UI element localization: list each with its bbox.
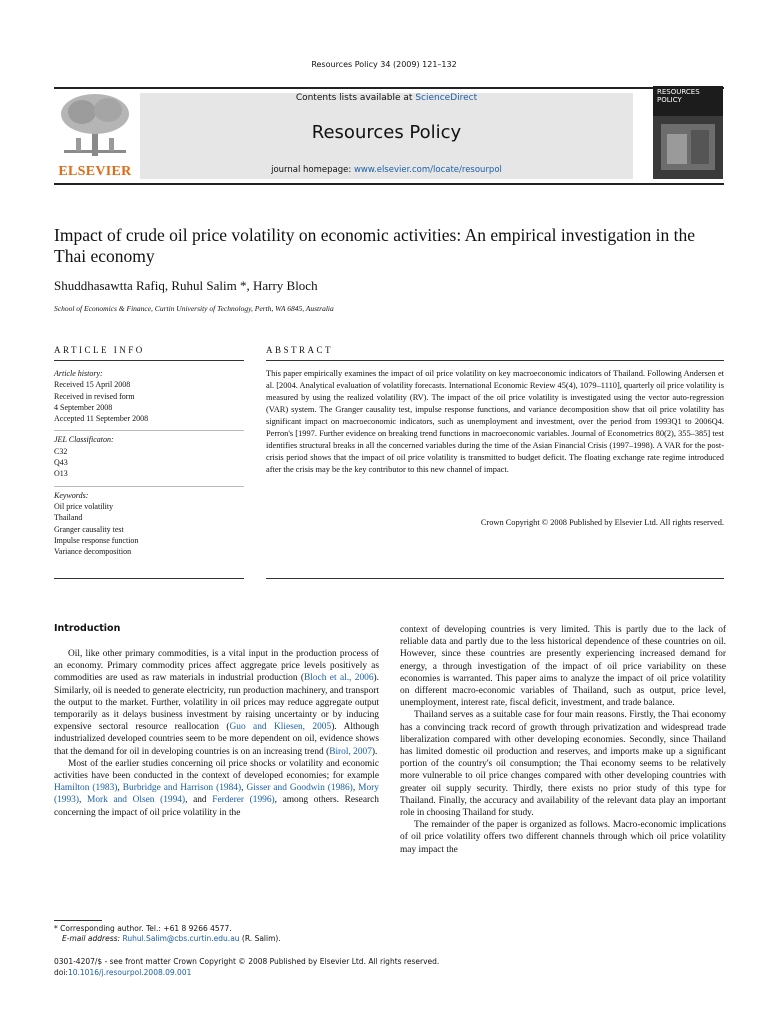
- journal-name: Resources Policy: [311, 122, 462, 143]
- jel-label: JEL Classificaton:: [54, 435, 114, 445]
- jel-code: C32: [54, 446, 68, 456]
- header-bottom-rule: [54, 183, 724, 185]
- body-text: ).: [371, 746, 378, 757]
- abstract-text: This paper empirically examines the impact of oil price volatility on key macroeconomic indicators of Thailand. Following Andersen et al. [2004. Analytical evaluation of volatility forecasts. International Economic Review 45(4), 1079–1110], quarterly oil price volatility is measured by using the realized volatility (RV). The impact of the oil price volatility is investigated using the vector auto-regression (VAR) system. The Granger causality test, impulse response functions, and variance decomposition show that oil price volatility has significant impact on macroeconomic indicators, such as unemployment and investment, over the period from 1993Q1 to 2006Q4. Perron's [1997. Further evidence on breaking trend functions in macroeconomic variables. Journal of Econometrics 80(2), 355–385] test identifies structural breaks in all the concerned variables during the time of the Asian Financial Crisis (1997–1998). A VAR for the post-crisis period shows that the impact of oil price volatility is transmitted to budget deficit. The floating exchange rate regime introduced after the crisis may be the key contributor to this new channel of impact.: [266, 369, 724, 474]
- contents-available-line: [140, 93, 633, 103]
- body-text: ). Similarly, oil is needed to generate electricity, run production machinery, and transport the output to the market. Further, volatility in oil prices may reduce aggregate output temporarily as it delays business investment by raising uncertainty or by inducing expensive sectoral resource reallocation (: [54, 673, 379, 733]
- doi-line: [54, 968, 714, 979]
- body-paragraph: The remainder of the paper is organized as follows. Macro-economic implications of oil price volatility offers two different channels through which oil price volatility may impact the: [400, 820, 726, 855]
- article-info-panel: [54, 368, 244, 557]
- keyword: Impulse response function: [54, 535, 139, 545]
- cover-title-line-2: POLICY: [657, 96, 682, 104]
- reference-link[interactable]: Burbridge and Harrison (1984): [122, 783, 242, 794]
- journal-homepage-line: [140, 165, 633, 175]
- header-top-rule: [54, 87, 724, 89]
- homepage-prefix: journal homepage:: [271, 165, 354, 175]
- reference-link[interactable]: Gisser and Goodwin (1986): [246, 783, 353, 794]
- cover-title-line-1: RESOURCES: [657, 88, 700, 96]
- info-divider: [54, 430, 244, 431]
- body-text: , among others. Research concerning the impact of oil price volatility in the: [54, 795, 379, 818]
- sciencedirect-link[interactable]: ScienceDirect: [415, 93, 478, 103]
- abstract-rule: [266, 360, 724, 361]
- body-column-right: [400, 624, 726, 856]
- keyword: Variance decomposition: [54, 547, 132, 557]
- jel-code: O13: [54, 469, 68, 479]
- contents-prefix: Contents lists available at: [295, 93, 416, 103]
- cover-title: [657, 88, 721, 104]
- keyword: Granger causality test: [54, 524, 124, 534]
- journal-citation: Resources Policy 34 (2009) 121–132: [311, 60, 457, 69]
- reference-link[interactable]: Hamilton (1983): [54, 783, 118, 794]
- email-label: E-mail address:: [62, 934, 123, 943]
- reference-link[interactable]: Birol, 2007: [329, 746, 372, 757]
- keyword: Oil price volatility: [54, 501, 114, 511]
- email-link[interactable]: Ruhul.Salim@cbs.curtin.edu.au: [122, 934, 240, 943]
- info-bottom-rule: [54, 578, 244, 579]
- info-divider: [54, 486, 244, 487]
- keyword: Thailand: [54, 513, 83, 523]
- doi-prefix: doi:: [54, 967, 68, 977]
- article-title: Impact of crude oil price volatility on economic activities: An empirical investigation in the Thai economy: [54, 225, 695, 266]
- footnote: [54, 924, 384, 944]
- reference-link[interactable]: Mork and Olsen (1994): [86, 795, 186, 806]
- article-info-heading: ARTICLE INFO: [54, 345, 145, 355]
- abstract-copyright: Crown Copyright © 2008 Published by Elsevier Ltd. All rights reserved.: [480, 518, 724, 527]
- body-text: Most of the earlier studies concerning oil price shocks or volatility and economic activities have been conducted in the context of developed economies; for example: [54, 758, 379, 782]
- history-item: Accepted 11 September 2008: [54, 414, 149, 424]
- corresponding-author-note: * Corresponding author. Tel.: +61 8 9266 4577.: [54, 924, 232, 933]
- history-item: 4 September 2008: [54, 402, 113, 412]
- footnote-rule: [54, 920, 102, 921]
- article-info-rule: [54, 360, 244, 361]
- body-text: Oil, like other primary commodities, is a vital input in the production process of an economy. Primary commodity prices affect aggregate price levels positively as commodities are used as raw materials in industrial production (: [54, 649, 379, 684]
- abstract-bottom-rule: [266, 578, 724, 579]
- body-paragraph: Thailand serves as a suitable case for four main reasons. Firstly, the Thai economy has a convincing track record of growth through privatization and widespread trade liberalization compared with other developing economies. Secondly, since Thailand has limited domestic oil production and reserves, and imports make up a significant portion of the country's oil consumption; the Thai economy seems to be relatively more vulnerable to oil price changes compared with other developing countries with greater oil supply security. Thirdly, there exists no prior study of this type for Thailand. Finally, the accuracy and availability of the relevant data play an important role in choosing Thailand for study.: [400, 710, 726, 819]
- reference-link[interactable]: Guo and Kliesen, 2005: [229, 722, 332, 733]
- elsevier-wordmark: ELSEVIER: [58, 164, 132, 179]
- body-paragraph: [54, 648, 379, 758]
- article-authors: Shuddhasawtta Rafiq, Ruhul Salim *, Harry Bloch: [54, 278, 318, 293]
- issn-line: 0301-4207/$ - see front matter Crown Copyright © 2008 Published by Elsevier Ltd. All rights reserved.: [54, 957, 440, 966]
- jel-code: Q43: [54, 458, 68, 468]
- history-label: Article history:: [54, 369, 103, 378]
- page-footer: [54, 957, 714, 978]
- history-item: Received 15 April 2008: [54, 380, 131, 390]
- article-affiliation: School of Economics & Finance, Curtin University of Technology, Perth, WA 6845, Australia: [54, 304, 334, 313]
- body-paragraph: Most of the earlier studies concerning oil price shocks or volatility and economic activities have been conducted in the context of developed economies; for example Hamilton (1983), Burbridge and Harrison (1984), Gisser and Goodwin (1986), Mory (1993), Mork and Olsen (1994), and Ferderer (1996), among others. Research concerning the impact of oil price volatility in the: [54, 758, 379, 818]
- email-line: [54, 934, 384, 944]
- homepage-link[interactable]: www.elsevier.com/locate/resourpol: [353, 165, 502, 175]
- body-text: ). Although industrialized developed countries seem to be more dependent on oil, evidence shows that the demand for oil in developing countries is on an increasing trend (: [54, 722, 379, 757]
- reference-link[interactable]: Mory (1993): [54, 783, 379, 806]
- reference-link[interactable]: Bloch et al., 2006: [304, 673, 374, 684]
- body-column-left: [54, 648, 379, 819]
- introduction-heading: Introduction: [54, 623, 121, 634]
- email-suffix: (R. Salim).: [239, 934, 281, 943]
- doi-link[interactable]: 10.1016/j.resourpol.2008.09.001: [67, 967, 192, 977]
- history-item: Received in revised form: [54, 391, 135, 401]
- abstract-heading: ABSTRACT: [266, 345, 334, 355]
- body-paragraph: context of developing countries is very limited. This is partly due to the lack of reliable data and partly due to the less historical dependence of these countries on oil. However, since these countries are presently experiencing increased demand for energy, a through investigation of the impact of oil price variability on these economies is warranted. This paper aims to analyze the impact of oil price volatility on different macro-economic variables of Thailand, such as output, price level, unemployment, interest rate, fiscal deficit, investment, and trade balance.: [400, 625, 726, 709]
- reference-link[interactable]: Ferderer (1996): [212, 795, 275, 806]
- keywords-label: Keywords:: [54, 490, 89, 500]
